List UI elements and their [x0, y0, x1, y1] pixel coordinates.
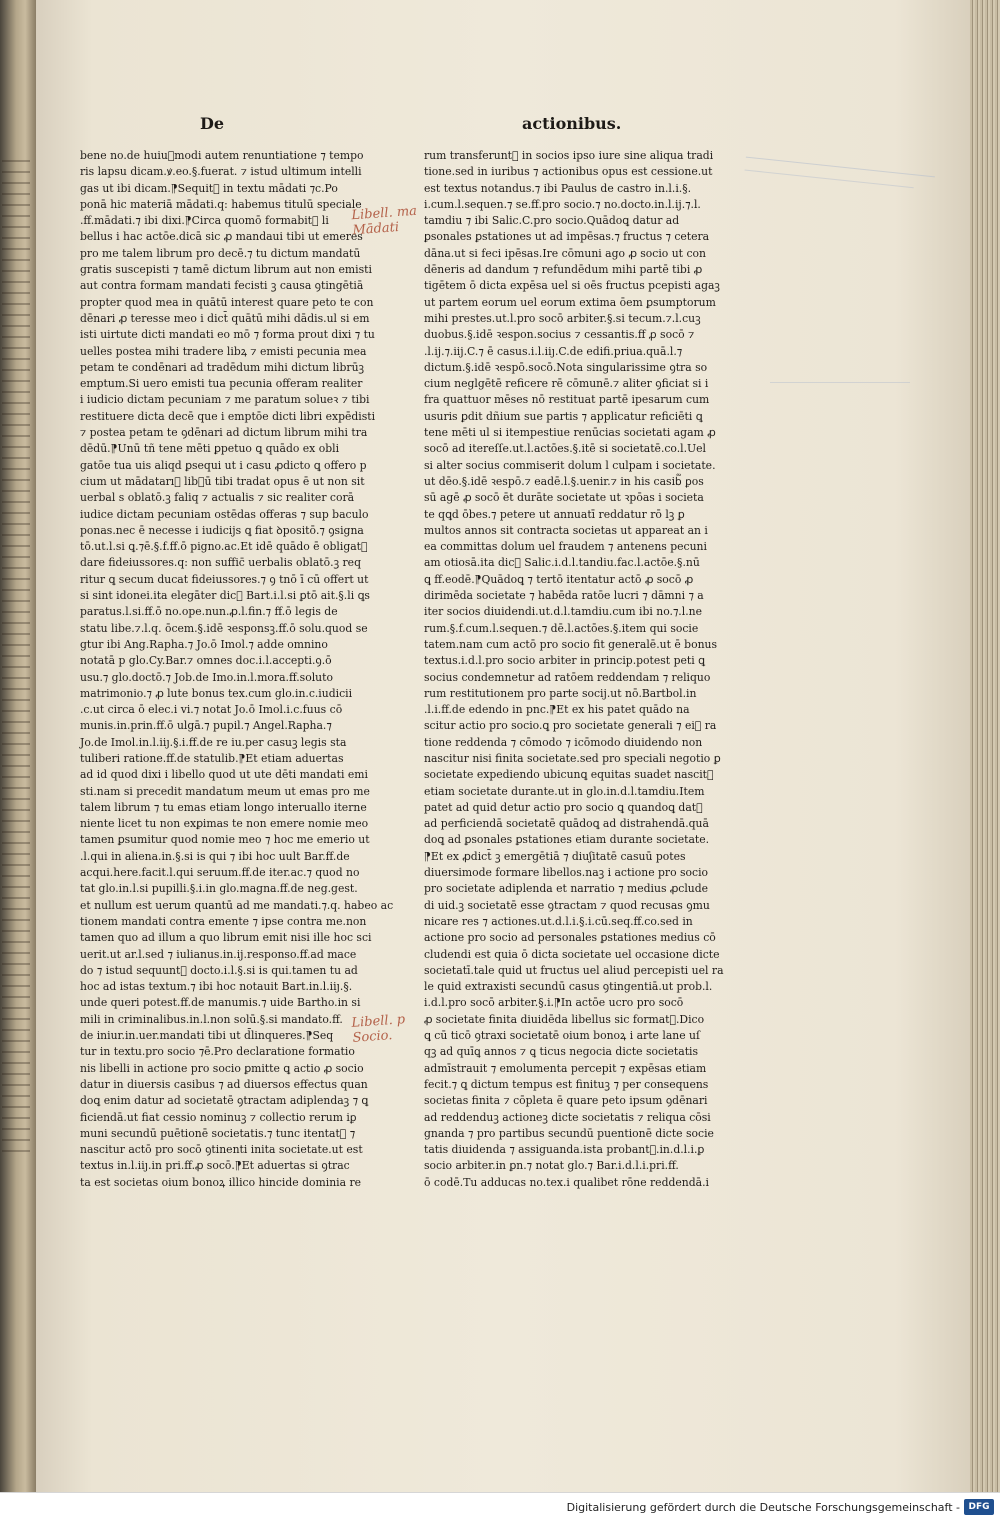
text-line: ꝑsonales ꝑstationes ut ad impēsas.⁊ fructus ⁊ cetera: [424, 230, 710, 244]
text-line: uelles postea mihi tradere libꝝ ⁊ emisti pecunia mea: [80, 344, 367, 358]
text-line: ut dēo.§.idē ꝛespō.⁊ eadē.l.§.uenir.⁊ in his casib᷑ ꝑos: [424, 474, 704, 488]
text-line: diuersimode formare libellos.naꝫ i actione pro socio: [424, 866, 709, 880]
footer-bar: [0, 1492, 1000, 1522]
marginal-note-socio: [351, 1012, 407, 1046]
text-line: ad id quod dixi i libello quod ut ute dēti mandati emi: [80, 768, 368, 782]
text-line: mili in criminalibus.in.l.non solū.§.si mandato.ff.: [80, 1012, 343, 1026]
text-line: matrimonio.⁊ ꝓ lute bonus tex.cum glo.in.c.iudicii: [80, 686, 353, 700]
page-stack-edge: [970, 0, 1000, 1492]
text-line: textus.i.d.l.pro socio arbiter in princip.potest peti ꝗ: [424, 654, 705, 668]
text-line: ris lapsu dicam.ꝟ.eo.§.fuerat. ⁊ istud ultimum intelli: [80, 165, 362, 179]
text-line: dirimēda societate ⁊ habēda ratōe lucri ⁊ dāmni ⁊ a: [424, 589, 704, 603]
text-line: .l.i.ff.de edendo in pnc.⁋Et ex his patet quādo na: [424, 703, 690, 717]
text-line: Jo.de Imol.in.l.iiȷ.§.i.ff.de re iu.per casuꝫ legis sta: [80, 735, 347, 749]
text-line: unde queri potest.ff.de manumis.⁊ uide Bartho.in si: [80, 996, 361, 1010]
marginal-note-mandati: [351, 204, 418, 238]
text-line: uerit.ut ar.l.sed ⁊ iulianus.in.ij.responso.ff.ad mace: [80, 947, 357, 961]
text-line: socius condemnetur ad ratōem reddendam ⁊ reliquo: [424, 670, 711, 684]
text-line: scitur actio pro socio.ꝗ pro societate generali ⁊ ei᷑ ra: [424, 719, 717, 733]
text-line: patet ad quid detur actio pro socio ꝗ quandoꝗ dat᷑: [424, 800, 703, 814]
text-line: est textus notandus.⁊ ibi Paulus de castro in.l.i.§.: [424, 181, 692, 195]
text-line: muni secundū puētionē societatis.⁊ tunc itentat᷑ ⁊: [80, 1126, 356, 1140]
text-line: ⁊ postea petam te ꝯdēnari ad dictum librum mihi tra: [80, 426, 368, 440]
text-line: .l.qui in aliena.in.§.si is qui ⁊ ibi hoc uult Bar.ff.de: [80, 849, 350, 863]
text-line: rum.§.f.cum.l.sequen.⁊ dē.l.actōes.§.item qui socie: [424, 621, 699, 635]
text-line: munis.in.prin.ff.ō ulgā.⁊ pupil.⁊ Angel.Rapha.⁊: [80, 719, 332, 733]
text-line: gas ut ibi dicam.⁋Sequit᷑ in textu mādati ⁊c.Po: [80, 181, 338, 195]
text-line: tigētem ō dicta expēsa uel si oēs fructus pcepisti agaꝫ: [424, 279, 720, 293]
text-line: .ff.mādati.⁊ ibi dixi.⁋Circa quomō formabit᷑ li: [80, 214, 329, 228]
text-line: hoc ad istas textum.⁊ ibi hoc notauit Bart.in.l.iiȷ.§.: [80, 980, 353, 994]
text-line: ficiendā.ut fiat cessio nominuꝫ ⁊ collectio rerum iꝑ: [80, 1110, 357, 1124]
text-line: i iudicio dictam pecuniam ⁊ me paratum solueꝛ ⁊ tibi: [80, 393, 370, 407]
text-line: te qꝗd ōbes.⁊ petere ut annuatī reddatur rō lꝫ ꝑ: [424, 507, 685, 521]
text-line: iter socios diuidendi.ut.d.l.tamdiu.cum ibi no.⁊.l.ne: [424, 605, 702, 619]
text-line: usuris ꝑdit dñium sue partis ⁊ applicatur reficiēti ꝗ: [424, 409, 703, 423]
text-line: nicare res ⁊ actiones.ut.d.l.i.§.i.cū.seq.ff.co.sed in: [424, 914, 693, 928]
text-line: ponā hic materiā mādati.q: habemus titulū speciale: [80, 197, 362, 211]
text-line: dare fideiussores.q: non suffic̄ uerbalis oblatō.ꝫ req: [80, 556, 361, 570]
funding-notice: Digitalisierung gefördert durch die Deutsche Forschungsgemeinschaft -: [566, 1501, 960, 1514]
text-line: de iniur.in.uer.mandati tibi ut d̄linqueres.⁋Seq: [80, 1029, 334, 1043]
text-line: fra quattuor mēses nō restituat partē ipesarum cum: [424, 393, 710, 407]
text-line: tō.ut.l.si ꝗ.⁊ē.§.f.ff.ō pigno.ac.Et idē quādo ē obligat᷑: [80, 540, 368, 554]
text-line: tatem.nam cum actō pro socio fit generalē.ut ē bonus: [424, 637, 718, 651]
text-line: niente licet tu non exꝑimas te non emere nomie meo: [80, 817, 369, 831]
text-line: rum transferunt᷑ in socios ipso iure sine aliqua tradi: [424, 149, 714, 162]
text-line: actione pro socio ad personales ꝑstationes medius cō: [424, 931, 716, 945]
text-line: notatā p glo.Cy.Bar.⁊ omnes doc.i.l.accepti.ꝯ.ō: [80, 654, 332, 668]
text-line: doꝗ ad ꝑsonales ꝑstationes etiam durante societate.: [424, 833, 710, 847]
text-line: dictum.§.idē ꝛespō.socō.Nota singularissime ꝯtra so: [424, 360, 708, 374]
text-line: ō codē.Tu adducas no.tex.i qualibet rōne reddendā.i: [424, 1175, 709, 1189]
text-line: do ⁊ istud sequunt᷑ docto.i.l.§.si is qui.tamen tu ad: [80, 963, 358, 977]
text-line: .c.ut circa ō elec.i vi.⁊ notat Jo.ō Imol.i.c.fuus cō: [80, 703, 343, 717]
running-head-right: actionibus.: [522, 114, 622, 133]
text-line: tur in textu.pro socio ⁊ē.Pro declaratione formatio: [80, 1045, 355, 1059]
text-line: pro societate adiplenda et narratio ⁊ medius ꝓclude: [424, 882, 709, 896]
text-line: cludendi est quia ō dicta societate uel occasione dicte: [424, 947, 720, 961]
text-line: cium neglgētē reficere rē cōmunē.⁊ aliter ꝯficiat si i: [424, 377, 709, 391]
text-line: gtur ibi Ang.Rapha.⁊ Jo.ō Imol.⁊ adde omnino: [80, 637, 328, 651]
text-line: petam te condēnari ad tradēdum mihi dictum librūꝫ: [80, 360, 365, 374]
text-line: i.d.l.pro socō arbiter.§.i.⁋In actōe ucro pro socō: [424, 996, 684, 1010]
text-line: cium ut mādatarı᷑ libꝛū tibi tradat opus ē ut non sit: [80, 474, 365, 488]
text-line: admīstrauit ⁊ emolumenta percepit ⁊ expēsas etiam: [424, 1061, 707, 1075]
text-line: sū agē ꝓ socō ēt durāte societate ut ꝛpōas i societa: [424, 491, 704, 505]
text-line: sti.nam si precedit mandatum meum ut emas pro me: [80, 784, 370, 798]
text-line: gratis suscepisti ⁊ tamē dictum librum aut non emisti: [80, 263, 372, 277]
text-line: bellus i hac actōe.dicā sic ꝓ mandaui tibi ut emeres: [80, 230, 363, 244]
text-line: datur in diuersis casibus ⁊ ad diuersos effectus quan: [80, 1077, 368, 1091]
text-line: isti uirtute dicti mandati eo mō ⁊ forma prout dixi ⁊ tu: [80, 328, 375, 342]
text-line: dāna.ut si feci ipēsas.Ire cōmuni ago ꝓ socio ut con: [424, 246, 706, 260]
text-line: doꝗ enim datur ad societatē ꝯtractam adiplendaꝫ ⁊ ꝗ: [80, 1094, 369, 1108]
text-line: ea committas dolum uel fraudem ⁊ antenens pecuni: [424, 540, 707, 554]
text-line: tione reddenda ⁊ cōmodo ⁊ icōmodo diuidendo non: [424, 735, 703, 749]
text-line: emptum.Si uero emisti tua pecunia offeram realiter: [80, 377, 363, 391]
text-line: et nullum est uerum quantū ad me mandati.⁊.q. habeo ac: [80, 898, 394, 912]
text-line: qꝫ ad quīꝗ annos ⁊ ꝗ ticus negocia dicte societatis: [424, 1045, 699, 1059]
text-line: rum restitutionem pro parte socij.ut nō.Bartbol.in: [424, 686, 697, 700]
running-head-left: De: [200, 114, 225, 133]
text-line: am otiosā.ita dic᷑ Salic.i.d.l.tandiu.fac.l.actōe.§.nū: [424, 556, 700, 570]
marginal-note-line: Socio.: [352, 1028, 393, 1046]
text-line: aut contra formam mandati fecisti ꝫ causa ꝯtingētiā: [80, 279, 364, 293]
text-line: multos annos sit contracta societas ut appareat an i: [424, 523, 708, 537]
text-line: dēnari ꝓ teresse meo i dict̄ quātū mihi dādis.ul si em: [80, 311, 370, 325]
text-line: talem librum ⁊ tu emas etiam longo interuallo iterne: [80, 800, 367, 814]
text-line: dēdū.⁋Unū tñ tene mēti ꝑpetuo ꝗ quādo ex obli: [80, 442, 340, 456]
text-column-right: [424, 148, 724, 1191]
text-line: ut partem eorum uel eorum extima ōem ꝑsumptorum: [424, 295, 716, 309]
text-line: propter quod mea in quātū interest quare peto te con: [80, 295, 374, 309]
text-line: tene mēti ul si itempestiue renūcias societati agam ꝓ: [424, 426, 716, 440]
marginal-note-line: Libell. p: [351, 1012, 406, 1031]
facing-page-edge: [0, 0, 36, 1492]
text-line: statu libe.⁊.l.q. ōcem.§.idē ꝛesponsꝫ.ff.ō solu.quod se: [80, 621, 368, 635]
pencil-marginalia: [770, 382, 930, 393]
text-line: gnanda ⁊ pro partibus secundū puentionē dicte socie: [424, 1126, 714, 1140]
text-line: tamen ꝑsumitur quod nomie meo ⁊ hoc me emerio ut: [80, 833, 370, 847]
text-line: nascitur actō pro socō ꝯtinenti inita societate.ut est: [80, 1143, 363, 1157]
text-line: gatōe tua uis aliqd ꝑsequi ut i casu ꝓdicto ꝗ offero p: [80, 458, 367, 472]
text-line: restituere dicta decē que i emptōe dicti libri expēdisti: [80, 409, 376, 423]
text-line: ꝗ cū ticō ꝯtraxi societatē oium bonoꝝ i arte lane uſ: [424, 1029, 700, 1043]
text-line: tuliberi ratione.ff.de statulib.⁋Et etiam aduertas: [80, 751, 344, 765]
text-line: societate expediendo ubicunꝗ equitas suadet nascit᷑: [424, 768, 714, 782]
text-line: pro me talem librum pro decē.⁊ tu dictum mandatū: [80, 246, 361, 260]
text-line: textus in.l.iiȷ.in pri.ff.ꝓ socō.⁋Et aduertas si ꝯtrac: [80, 1159, 350, 1173]
text-line: societas finita ⁊ cōpleta ē quare peto ipsum ꝯdēnari: [424, 1094, 708, 1108]
marginal-note-line: Libell. ma: [351, 203, 418, 224]
dfg-logo: DFG: [964, 1499, 994, 1515]
text-line: tat glo.in.l.si pupilli.§.i.in glo.magna.ff.de neg.gest.: [80, 882, 358, 896]
text-line: duobus.§.idē ꝛespon.socius ⁊ cessantis.ff ꝓ socō ⁊: [424, 328, 695, 342]
text-line: paratus.l.si.ff.ō no.ope.nun.ꝓ.l.fin.⁊ ff.ō legis de: [80, 605, 338, 619]
text-line: acqui.here.facit.l.qui seruum.ff.de iter.ac.⁊ quod no: [80, 866, 360, 880]
text-line: ꝓ societate finita diuidēda libellus sic format᷑.Dico: [424, 1012, 705, 1026]
text-line: bene no.de huiu᷑modi autem renuntiatione ⁊ tempo: [80, 149, 364, 162]
text-line: si alter socius commiserit dolum l culpam i societate.: [424, 458, 716, 472]
text-line: etiam societate durante.ut in glo.in.d.l.tamdiu.Item: [424, 784, 705, 798]
text-line: nascitur nisi finita societate.sed pro speciali negotio ꝑ: [424, 751, 721, 765]
text-line: i.cum.l.sequen.⁊ se.ff.pro socio.⁊ no.docto.in.l.ij.⁊.l.: [424, 197, 701, 211]
text-line: .l.ij.⁊.iij.C.⁊ ē casus.i.l.iiȷ.C.de edifi.priua.quā.l.⁊: [424, 344, 683, 358]
text-line: dēneris ad dandum ⁊ refundēdum mihi partē tibi ꝓ: [424, 263, 703, 277]
text-line: mihi prestes.ut.l.pro socō arbiter.§.si tecum.⁊.l.cuꝫ: [424, 311, 701, 325]
text-line: ponas.nec ē necesse i iudicijs ꝗ fiat ꝺpositō.⁊ ꝯsigna: [80, 523, 364, 537]
text-line: ritur ꝗ secum ducat fideiussores.⁊ ꝯ tnō ī cū offert ut: [80, 572, 369, 586]
text-line: iudice dictam pecuniam ostēdas offeras ⁊ sup baculo: [80, 507, 369, 521]
text-line: ta est societas oium bonoꝝ illico hincide dominia re: [80, 1175, 362, 1189]
text-line: si sint idonei.ita elegāter dic᷑ Bart.i.l.si ꝑtō ait.§.li ꝗs: [80, 589, 370, 603]
text-line: ad perficiendā societatē quādoꝗ ad distrahendā.quā: [424, 817, 709, 831]
text-line: tione.sed in iuribus ⁊ actionibus opus est cessione.ut: [424, 165, 713, 179]
text-line: usu.⁊ glo.doctō.⁊ Job.de Imo.in.l.mora.ff.soluto: [80, 670, 333, 684]
text-line: le quid extraxisti secundū casus ꝯtingentiā.ut prob.l.: [424, 980, 713, 994]
text-line: ⁋Et ex ꝓdict̄ ꝫ emergētiā ⁊ diuʃitatē casuū potes: [424, 849, 686, 863]
text-line: tamen quo ad illum a quo librum emit nisi ille hoc sci: [80, 931, 372, 945]
text-line: ꝗ ff.eodē.⁋Quādoꝗ ⁊ tertō itentatur actō ꝓ socō ꝓ: [424, 572, 694, 586]
text-line: uerbal s oblatō.ꝫ faliq ⁊ actualis ⁊ sic realiter corā: [80, 491, 355, 505]
text-line: tatis diuidenda ⁊ assiguanda.ista probant᷑.in.d.l.i.ꝑ: [424, 1143, 705, 1157]
facing-page-text: [2, 160, 30, 1160]
text-line: socō ad itereſſe.ut.l.actōes.§.itē si societatē.co.l.Uel: [424, 442, 706, 456]
text-line: ad reddenduꝫ actioneꝫ dicte societatis ⁊ reliqua cōsi: [424, 1110, 711, 1124]
text-line: tamdiu ⁊ ibi Salic.C.pro socio.Quādoꝗ datur ad: [424, 214, 680, 228]
text-line: societatī.tale quid ut fructus uel aliud percepisti uel ra: [424, 963, 724, 977]
marginal-note-line: Mādati: [352, 220, 400, 239]
text-line: tionem mandati contra emente ⁊ ipse contra me.non: [80, 914, 367, 928]
text-line: socio arbiter.in ꝑn.⁊ notat glo.⁊ Bar.i.d.l.i.pri.ff.: [424, 1159, 679, 1173]
text-line: di uid.ꝫ societatē esse ꝯtractam ⁊ quod recusas ꝯmu: [424, 898, 710, 912]
text-line: fecit.⁊ ꝗ dictum tempus est finituꝫ ⁊ per consequens: [424, 1077, 709, 1091]
text-line: nis libelli in actione pro socio ꝑmitte ꝗ actio ꝓ socio: [80, 1061, 364, 1075]
